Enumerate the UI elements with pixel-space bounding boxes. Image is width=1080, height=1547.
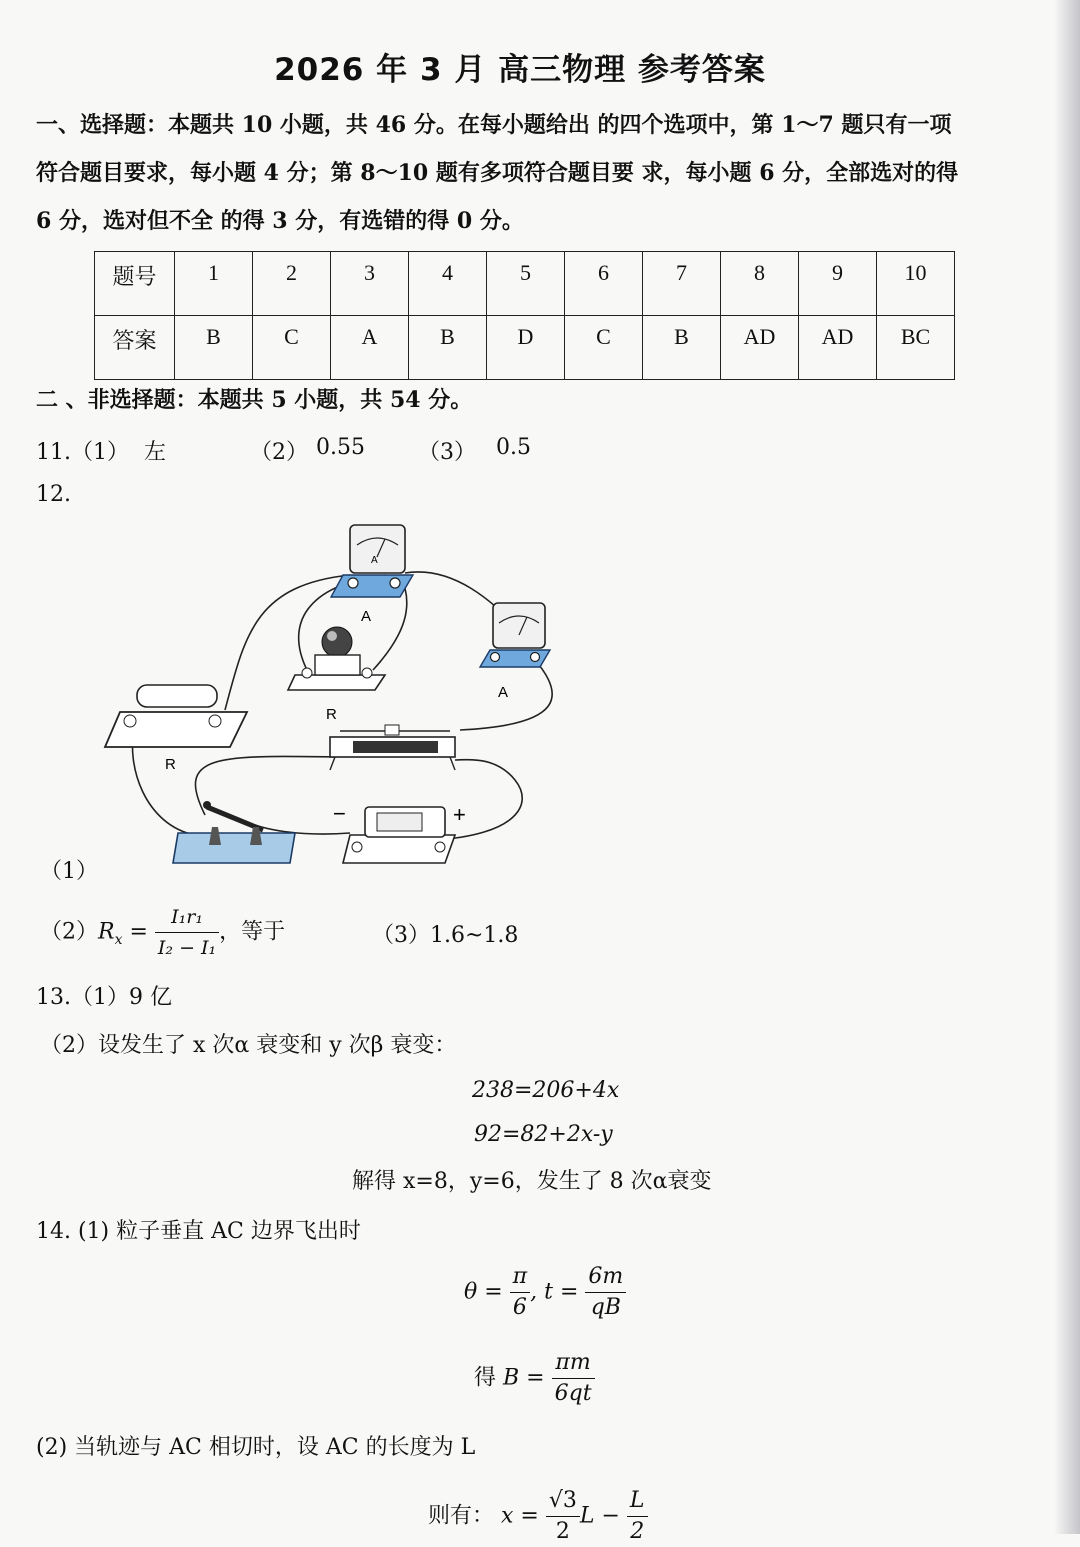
q14-theta-formula xyxy=(464,1262,626,1323)
theta-denominator: 6 xyxy=(512,1295,527,1320)
q13-part-2: （2）设发生了 x 次α 衰变和 y 次β 衰变： xyxy=(40,1033,457,1058)
section2-heading: 二 、非选择题：本题共 5 小题，共 54 分。 xyxy=(36,387,473,413)
b-fraction xyxy=(552,1348,595,1409)
q13-result: 解得 x=8，y=6，发生了 8 次α衰变 xyxy=(352,1169,712,1194)
table-cell-answer: B xyxy=(175,316,253,380)
get-label: 得 xyxy=(474,1365,497,1391)
table-cell-answer: A xyxy=(331,316,409,380)
q11-label: 11.（1） xyxy=(36,440,129,465)
formula-denominator: I₂ − I₁ xyxy=(157,937,217,959)
theta-lhs: θ = xyxy=(464,1279,503,1305)
battery-minus-label: − xyxy=(333,801,346,826)
q12-part-2 xyxy=(40,902,285,963)
q11-part-3-label: （3） xyxy=(418,440,476,465)
page-edge-shadow xyxy=(1054,0,1080,1534)
battery-icon xyxy=(343,807,455,863)
section1-line-1: 一、选择题：本题共 10 小题，共 46 分。在每小题给出 的四个选项中，第 1～7 题只有一项 xyxy=(36,112,952,138)
q13-part-1: 13.（1）9 亿 xyxy=(36,985,172,1010)
answer-table xyxy=(94,251,955,380)
q14-part-2: (2) 当轨迹与 AC 相切时，设 AC 的长度为 L xyxy=(36,1435,476,1460)
table-cell-answer: BC xyxy=(877,316,955,380)
q12-part-3: （3）1.6~1.8 xyxy=(372,923,519,948)
ammeter-top-icon xyxy=(331,525,413,597)
battery-plus-label: + xyxy=(453,802,466,827)
x-denominator-1: 2 xyxy=(555,1519,570,1544)
x-lhs: x = xyxy=(501,1503,539,1529)
table-cell-number: 10 xyxy=(877,252,955,316)
ammeter-right-icon xyxy=(480,603,550,667)
then-label: 则有： xyxy=(428,1503,495,1529)
table-cell-answer: C xyxy=(253,316,331,380)
answer-table-answer-row xyxy=(95,316,955,380)
section1-line-2: 符合题目要求，每小题 4 分；第 8～10 题有多项符合题目要 求，每小题 6 分，全部选对的得 xyxy=(36,160,959,186)
q12-label: 12. xyxy=(36,482,71,507)
x-numerator-2: L xyxy=(627,1486,648,1517)
table-header-answer: 答案 xyxy=(95,316,175,380)
table-cell-answer: AD xyxy=(799,316,877,380)
table-cell-number: 7 xyxy=(643,252,721,316)
q14-x-formula xyxy=(428,1486,648,1547)
section1-line-3: 6 分，选对但不全 的得 3 分，有选错的得 0 分。 xyxy=(36,208,524,234)
formula-r-subscript: x xyxy=(114,931,123,948)
q11-answer-2: 0.55 xyxy=(316,435,365,460)
theta-numerator: π xyxy=(510,1262,530,1293)
q13-equation-1: 238=206+4x xyxy=(472,1078,620,1103)
b-numerator: πm xyxy=(552,1348,595,1379)
q13-equation-2: 92=82+2x-y xyxy=(474,1122,613,1147)
circuit-label-r1: R xyxy=(326,706,337,723)
formula-r: R xyxy=(98,919,115,945)
meter-a-label: A xyxy=(371,555,378,566)
table-cell-number: 8 xyxy=(721,252,799,316)
page-title: 2026 年 3 月 高三物理 参考答案 xyxy=(274,52,766,88)
q12-part-1-label: （1） xyxy=(40,859,98,884)
formula-equals: = xyxy=(122,919,148,945)
x-middle: L − xyxy=(579,1503,620,1529)
q14-part-1: 14. (1) 粒子垂直 AC 边界飞出时 xyxy=(36,1219,361,1244)
theta-fraction xyxy=(510,1262,530,1323)
circuit-label-r2: R xyxy=(165,756,176,773)
t-fraction xyxy=(585,1262,626,1323)
table-cell-answer: D xyxy=(487,316,565,380)
q11-part-2-label: （2） xyxy=(250,440,308,465)
x-numerator-1: √3 xyxy=(546,1486,580,1517)
t-lhs: , t = xyxy=(530,1279,579,1305)
table-header-number: 题号 xyxy=(95,252,175,316)
t-denominator: qB xyxy=(590,1295,621,1320)
resistor-left-icon xyxy=(105,685,247,747)
rheostat-icon xyxy=(330,725,455,770)
table-cell-number: 5 xyxy=(487,252,565,316)
table-cell-number: 1 xyxy=(175,252,253,316)
b-lhs: B = xyxy=(503,1365,545,1391)
table-cell-number: 6 xyxy=(565,252,643,316)
q12-part-2-tail: ，等于 xyxy=(219,919,286,945)
x-fraction-1 xyxy=(546,1486,580,1547)
formula-numerator: I₁r₁ xyxy=(155,902,219,933)
circuit-diagram xyxy=(95,515,575,875)
q11-answer-1: 左 xyxy=(144,440,167,465)
x-denominator-2: 2 xyxy=(630,1519,645,1544)
table-cell-number: 2 xyxy=(253,252,331,316)
q12-part-2-label: （2） xyxy=(40,919,98,945)
table-cell-number: 3 xyxy=(331,252,409,316)
answer-table-number-row xyxy=(95,252,955,316)
q11-answer-3: 0.5 xyxy=(496,435,531,460)
table-cell-answer: B xyxy=(409,316,487,380)
circuit-label-a2: A xyxy=(498,684,509,701)
q14-b-formula xyxy=(474,1348,595,1409)
table-cell-number: 4 xyxy=(409,252,487,316)
b-denominator: 6qt xyxy=(554,1381,592,1406)
t-numerator: 6m xyxy=(585,1262,626,1293)
table-cell-number: 9 xyxy=(799,252,877,316)
table-cell-answer: B xyxy=(643,316,721,380)
switch-icon xyxy=(173,801,295,863)
table-cell-answer: C xyxy=(565,316,643,380)
table-cell-answer: AD xyxy=(721,316,799,380)
formula-fraction xyxy=(155,902,219,963)
section1-instructions xyxy=(36,101,1036,245)
circuit-label-a1: A xyxy=(361,608,372,625)
x-fraction-2 xyxy=(627,1486,648,1547)
